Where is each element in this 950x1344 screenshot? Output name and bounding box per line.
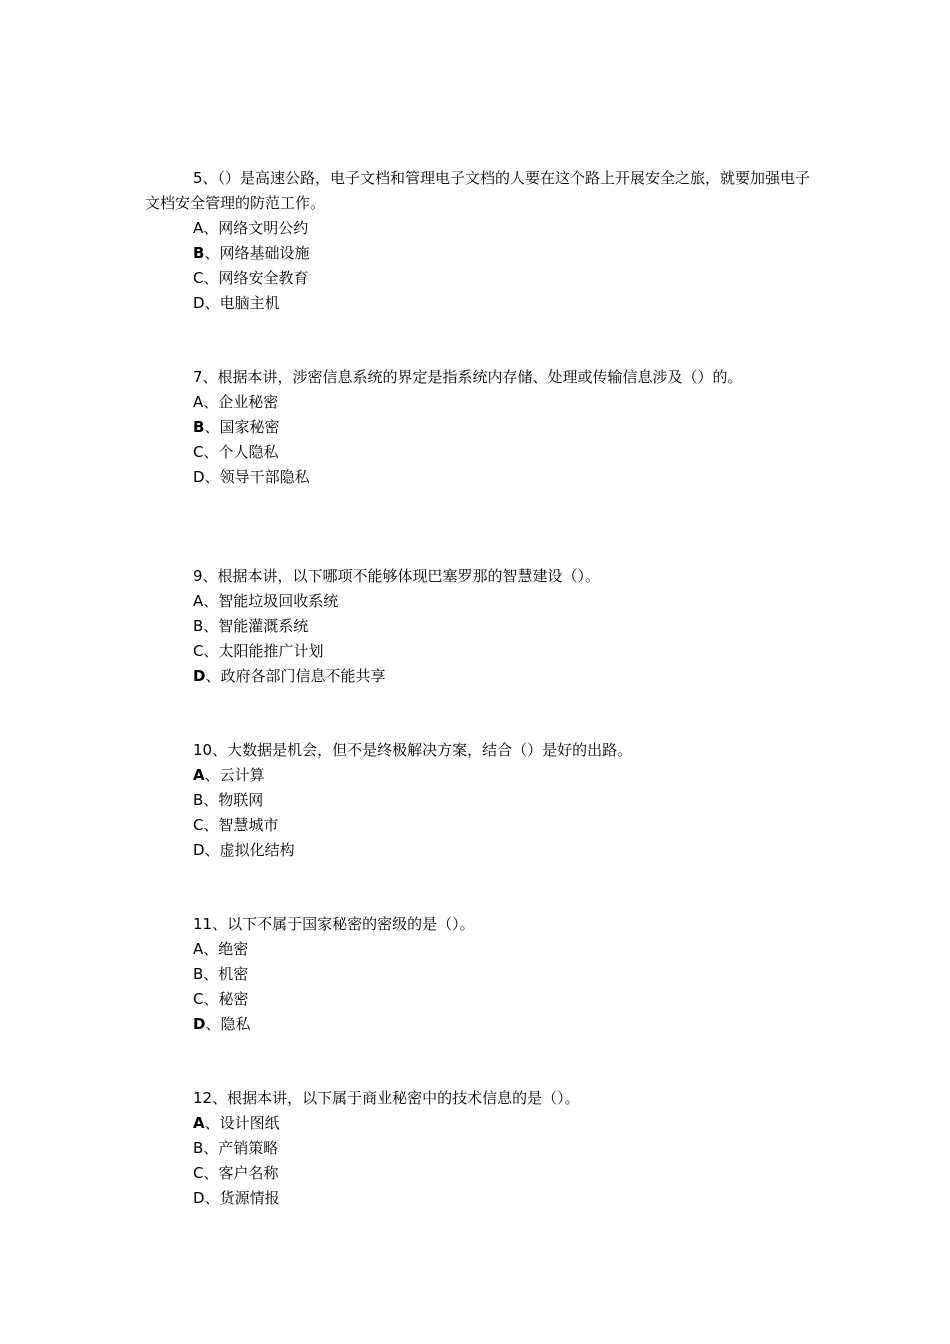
option-list bbox=[145, 1111, 825, 1211]
option-letter: A bbox=[193, 1114, 205, 1132]
option-letter: A bbox=[193, 393, 204, 411]
option-text: 、物联网 bbox=[203, 791, 264, 809]
option-text: 、网络文明公约 bbox=[203, 219, 309, 237]
option-letter: C bbox=[193, 990, 204, 1008]
option-c bbox=[145, 266, 825, 291]
question-7 bbox=[145, 365, 825, 490]
option-a bbox=[145, 216, 825, 241]
option-a bbox=[145, 390, 825, 415]
option-letter: C bbox=[193, 1164, 204, 1182]
option-list bbox=[145, 763, 825, 863]
option-text: 、秘密 bbox=[203, 990, 249, 1008]
option-letter: C bbox=[193, 816, 204, 834]
question-stem: 11、以下不属于国家秘密的密级的是（）。 bbox=[193, 915, 475, 933]
option-letter: A bbox=[193, 592, 204, 610]
option-text: 、个人隐私 bbox=[203, 443, 279, 461]
question-stem: 10、大数据是机会，但不是终极解决方案，结合（）是好的出路。 bbox=[193, 741, 633, 759]
option-letter: B bbox=[193, 791, 204, 809]
question-10 bbox=[145, 738, 825, 863]
option-text: 、领导干部隐私 bbox=[204, 468, 310, 486]
option-list bbox=[145, 589, 825, 689]
option-text: 、智慧城市 bbox=[203, 816, 279, 834]
option-b bbox=[145, 962, 825, 987]
option-text: 、政府各部门信息不能共享 bbox=[205, 667, 386, 685]
option-text: 、云计算 bbox=[204, 766, 265, 784]
option-letter: C bbox=[193, 269, 204, 287]
option-letter: B bbox=[193, 418, 205, 436]
option-text: 、网络安全教育 bbox=[203, 269, 309, 287]
option-text: 、货源情报 bbox=[204, 1189, 280, 1207]
option-text: 、客户名称 bbox=[203, 1164, 279, 1182]
option-text: 、太阳能推广计划 bbox=[203, 642, 324, 660]
question-12 bbox=[145, 1086, 825, 1211]
option-a bbox=[145, 763, 825, 788]
option-letter: A bbox=[193, 766, 205, 784]
option-d bbox=[145, 1012, 825, 1037]
option-text: 、网络基础设施 bbox=[204, 244, 310, 262]
option-text: 、产销策略 bbox=[203, 1139, 279, 1157]
option-d bbox=[145, 291, 825, 316]
option-a bbox=[145, 589, 825, 614]
option-text: 、绝密 bbox=[203, 940, 249, 958]
option-b bbox=[145, 415, 825, 440]
question-stem: 5、（）是高速公路，电子文档和管理电子文档的人要在这个路上开展安全之旅，就要加强电子文档安全管理的防范工作。 bbox=[145, 169, 811, 212]
option-letter: B bbox=[193, 244, 205, 262]
option-letter: D bbox=[193, 1189, 205, 1207]
option-c bbox=[145, 987, 825, 1012]
question-stem: 7、根据本讲，涉密信息系统的界定是指系统内存储、处理或传输信息涉及（）的。 bbox=[193, 368, 743, 386]
option-d bbox=[145, 664, 825, 689]
option-letter: C bbox=[193, 642, 204, 660]
option-text: 、电脑主机 bbox=[204, 294, 280, 312]
option-d bbox=[145, 1186, 825, 1211]
option-text: 、设计图纸 bbox=[204, 1114, 280, 1132]
option-letter: D bbox=[193, 468, 205, 486]
option-text: 、企业秘密 bbox=[203, 393, 279, 411]
question-stem: 12、根据本讲，以下属于商业秘密中的技术信息的是（）。 bbox=[193, 1089, 580, 1107]
option-list bbox=[145, 390, 825, 490]
option-text: 、机密 bbox=[203, 965, 249, 983]
option-b bbox=[145, 788, 825, 813]
option-letter: A bbox=[193, 940, 204, 958]
option-a bbox=[145, 1111, 825, 1136]
question-stem: 9、根据本讲，以下哪项不能够体现巴塞罗那的智慧建设（）。 bbox=[193, 567, 601, 585]
option-b bbox=[145, 614, 825, 639]
option-text: 、智能垃圾回收系统 bbox=[203, 592, 339, 610]
question-9 bbox=[145, 564, 825, 689]
option-letter: D bbox=[193, 294, 205, 312]
option-text: 、虚拟化结构 bbox=[204, 841, 295, 859]
option-letter: D bbox=[193, 841, 205, 859]
option-text: 、智能灌溉系统 bbox=[203, 617, 309, 635]
option-c bbox=[145, 639, 825, 664]
option-letter: B bbox=[193, 965, 204, 983]
question-5 bbox=[145, 166, 825, 316]
option-d bbox=[145, 838, 825, 863]
option-b bbox=[145, 1136, 825, 1161]
option-list bbox=[145, 216, 825, 316]
question-11 bbox=[145, 912, 825, 1037]
option-letter: C bbox=[193, 443, 204, 461]
option-list bbox=[145, 937, 825, 1037]
option-b bbox=[145, 241, 825, 266]
option-c bbox=[145, 1161, 825, 1186]
option-a bbox=[145, 937, 825, 962]
option-c bbox=[145, 440, 825, 465]
option-d bbox=[145, 465, 825, 490]
option-letter: D bbox=[193, 1015, 206, 1033]
option-text: 、隐私 bbox=[205, 1015, 251, 1033]
option-c bbox=[145, 813, 825, 838]
option-letter: A bbox=[193, 219, 204, 237]
option-letter: D bbox=[193, 667, 206, 685]
option-text: 、国家秘密 bbox=[204, 418, 280, 436]
option-letter: B bbox=[193, 1139, 204, 1157]
option-letter: B bbox=[193, 617, 204, 635]
